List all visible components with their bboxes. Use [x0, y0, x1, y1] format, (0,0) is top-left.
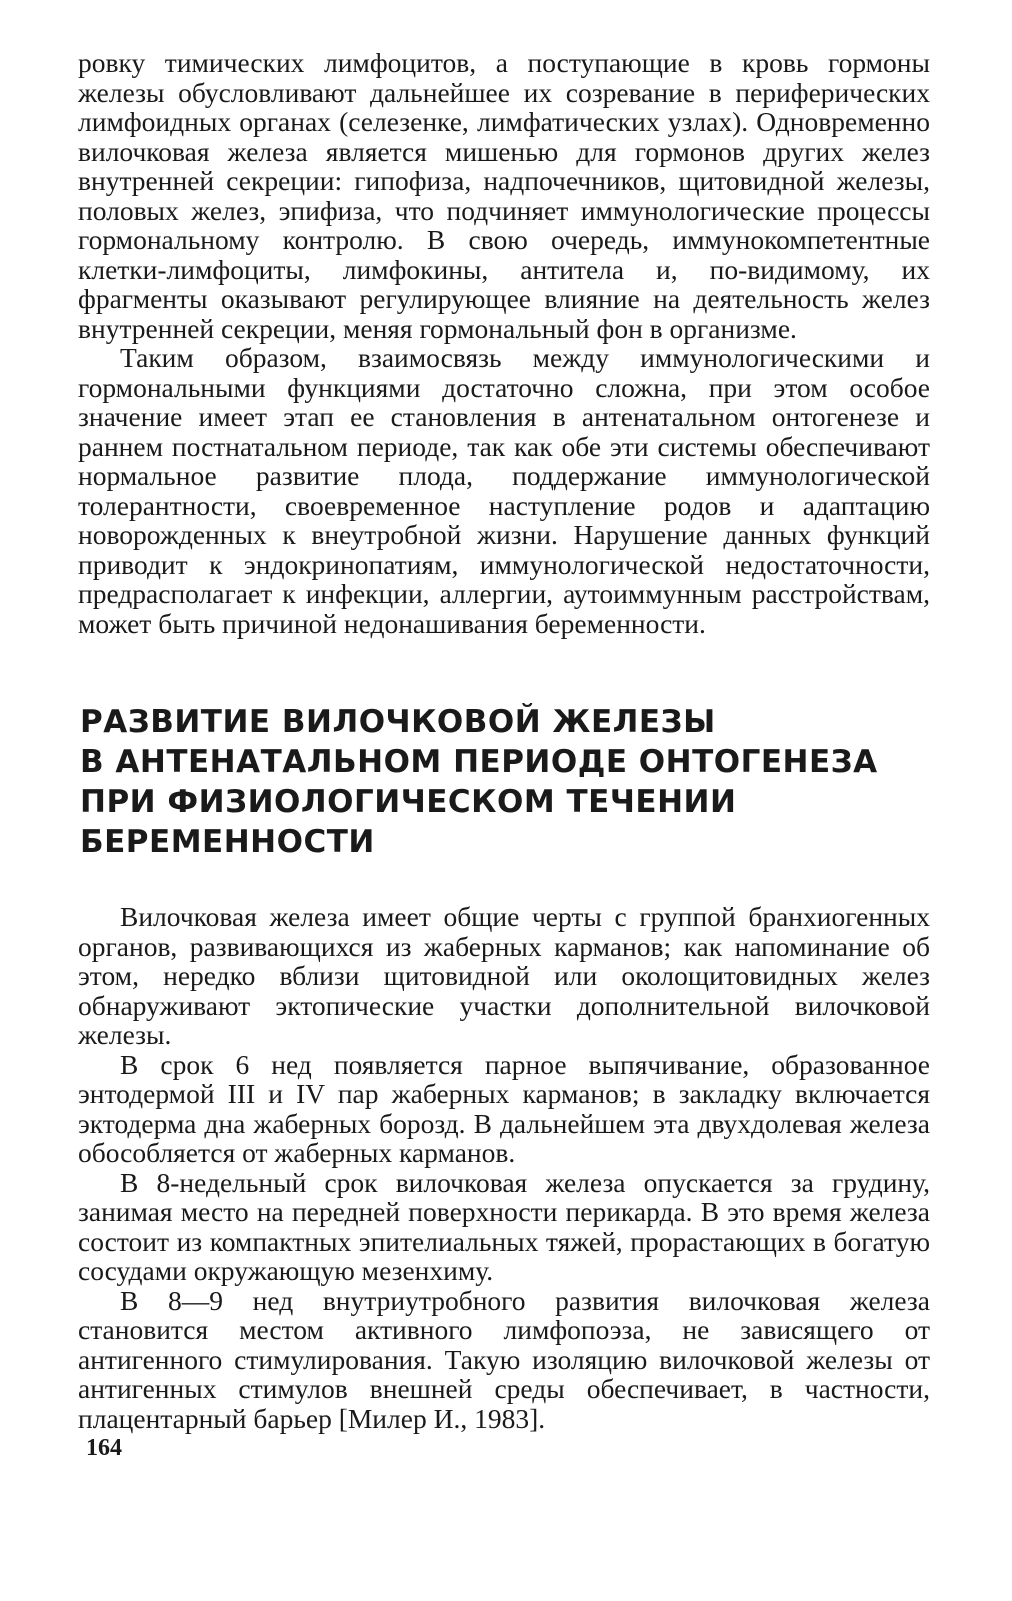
paragraph-branchiogenic: Вилочковая железа имеет общие черты с группой бранхиогенных органов, развивающихся из жаберных карманов; как напоминание об этом, нередко вблизи щитовидной или околощитовидных желез обнаруживают эктопические участки дополнительной вилочковой железы.: [78, 901, 930, 1050]
paragraph-week-8: В 8-недельный срок вилочковая железа опускается за грудину, занимая место на передней поверхности перикарда. В это время железа состоит из компактных эпителиальных тяжей, прорастающих в богатую сосудами окружающую мезенхиму.: [78, 1166, 930, 1286]
section-heading-line-4: БЕРЕМЕННОСТИ: [80, 824, 375, 860]
section-heading-line-2: В АНТЕНАТАЛЬНОМ ПЕРИОДЕ ОНТОГЕНЕЗА: [80, 744, 878, 780]
section-heading: [80, 702, 930, 862]
paragraph-continuation: ровку тимических лимфоцитов, а поступающие в кровь гормоны железы обусловливают дальнейшее их созревание в периферических лимфоидных органах (селезенке, лимфатических узлах). Одновременно вилочковая железа является мишенью для гормонов других желез внутренней секреции: гипофиза, надпочечников, щитовидной железы, половых желез, эпифиза, что подчиняет иммунологические процессы гормональному контролю. В свою очередь, иммунокомпетентные клетки-лимфоциты, лимфокины, антитела и, по-видимому, их фрагменты оказывают регулирующее влияние на деятельность желез внутренней секреции, меняя гормональный фон в организме.: [78, 47, 930, 344]
section-heading-line-1: РАЗВИТИЕ ВИЛОЧКОВОЙ ЖЕЛЕЗЫ: [80, 704, 716, 740]
page-number: 164: [86, 1435, 122, 1461]
section-heading-line-3: ПРИ ФИЗИОЛОГИЧЕСКОМ ТЕЧЕНИИ: [80, 784, 737, 820]
paragraph-summary: Таким образом, взаимосвязь между иммунологическими и гормональными функциями достаточно сложна, при этом особое значение имеет этап ее становления в антенатальном онтогенезе и раннем постнатальном периоде, так как обе эти системы обеспечивают нормальное развитие плода, поддержание иммунологической толерантности, своевременное наступление родов и адаптацию новорожденных к внеутробной жизни. Нарушение данных функций приводит к эндокринопатиям, иммунологической недостаточности, предрасполагает к инфекции, аллергии, аутоиммунным расстройствам, может быть причиной недонашивания беременности.: [78, 342, 930, 639]
page-body: [78, 48, 930, 1433]
paragraph-week-6: В срок 6 нед появляется парное выпячивание, образованное энтодермой III и IV пар жаберных карманов; в закладку включается эктодерма дна жаберных борозд. В дальнейшем эта двухдолевая железа обособляется от жаберных карманов.: [78, 1048, 930, 1168]
paragraph-week-8-9: В 8—9 нед внутриутробного развития вилочковая железа становится местом активного лимфопоэза, не зависящего от антигенного стимулирования. Такую изоляцию вилочковой железы от антигенных стимулов внешней среды обеспечивает, в частности, плацентарный барьер [Милер И., 1983].: [78, 1284, 930, 1434]
